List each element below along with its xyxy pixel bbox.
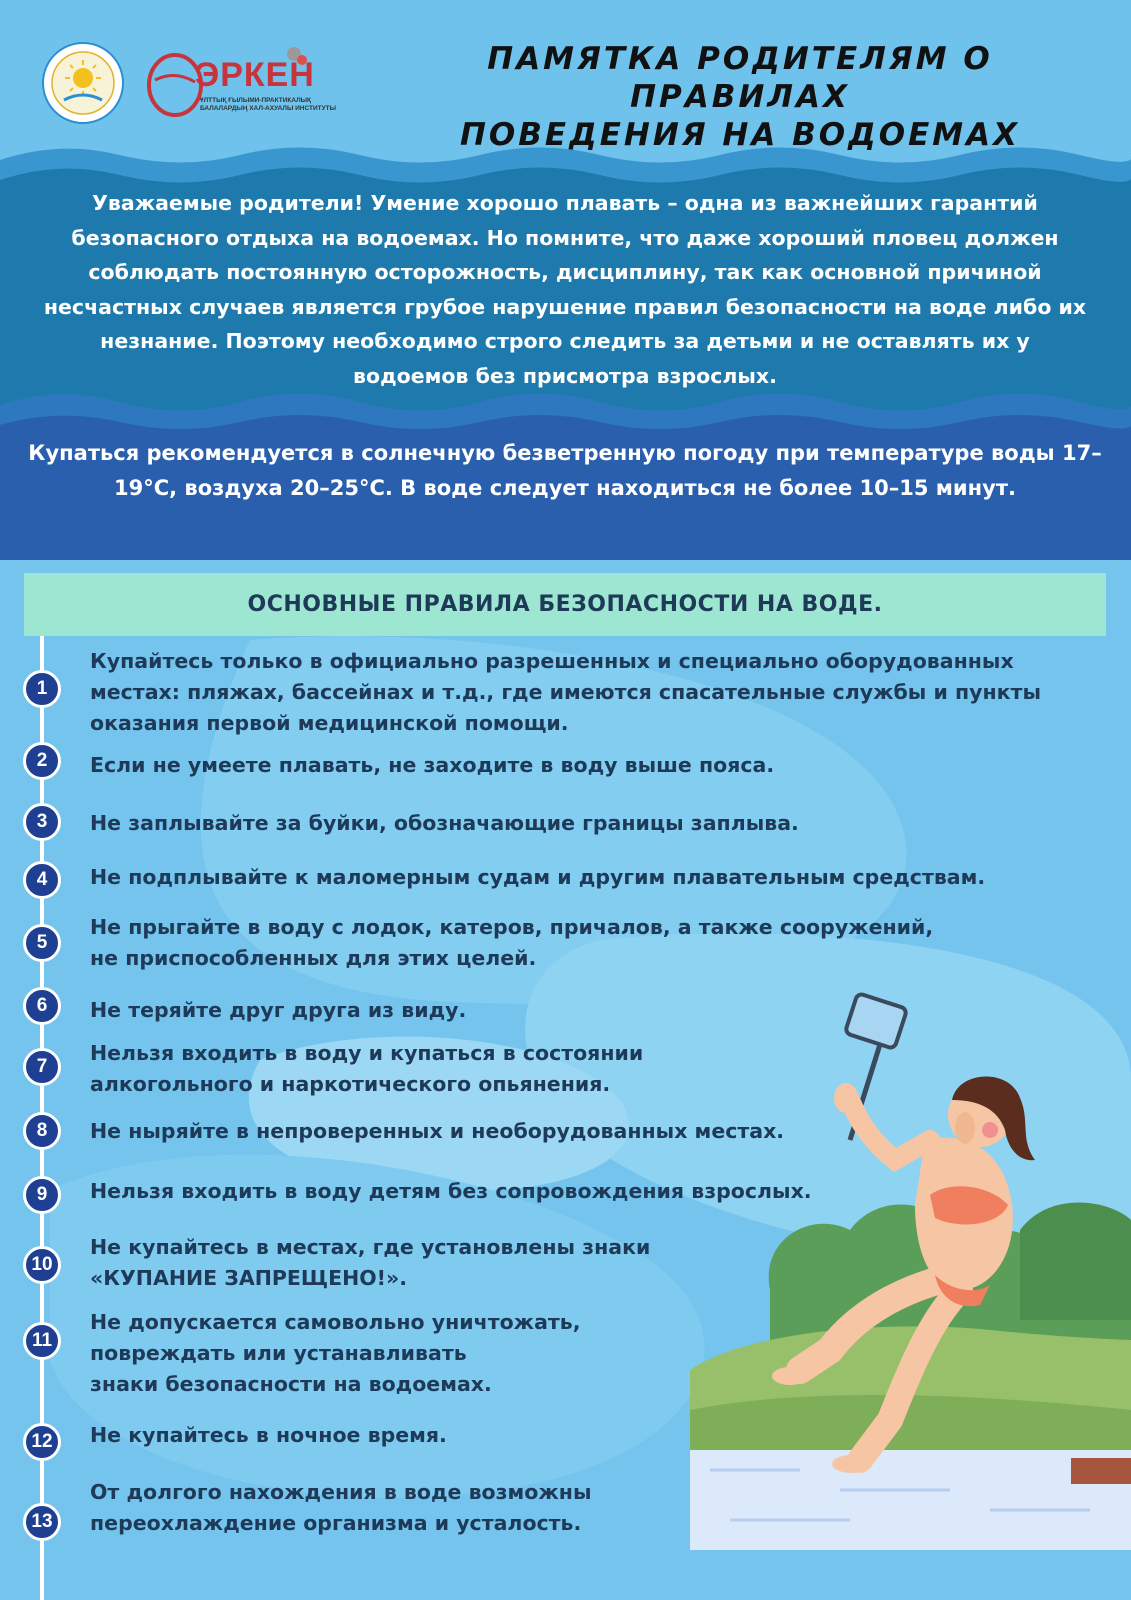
selfie-girl-illustration (690, 990, 1131, 1550)
rule-number-9: 9 (23, 1176, 61, 1214)
rule-number-4: 4 (23, 861, 61, 899)
rule-text-2: Если не умеете плавать, не заходите в воду выше пояса. (90, 753, 775, 777)
rule-number-10: 10 (23, 1246, 61, 1284)
rule-number-11: 11 (23, 1322, 61, 1360)
erken-logo-name: ЭРКЕН (195, 56, 315, 94)
rule-number-8: 8 (23, 1112, 61, 1150)
rule-text-8: Не ныряйте в непроверенных и необорудованных местах. (90, 1119, 785, 1143)
rules-heading: ОСНОВНЫЕ ПРАВИЛА БЕЗОПАСНОСТИ НА ВОДЕ. (24, 573, 1106, 636)
rule-text-3: Не заплывайте за буйки, обозначающие границы заплыва. (90, 811, 799, 835)
rule-text-5: Не прыгайте в воду с лодок, катеров, причалов, а также сооружений, не приспособленных для этих целей. (90, 915, 934, 970)
rule-text-6: Не теряйте друг друга из виду. (90, 998, 467, 1022)
rule-number-5: 5 (23, 924, 61, 962)
rule-number-3: 3 (23, 803, 61, 841)
rule-number-7: 7 (23, 1048, 61, 1086)
intro-paragraph: Уважаемые родители! Умение хорошо плавать – одна из важнейших гарантий безопасного отдыха на водоемах. Но помните, что даже хороший пловец должен соблюдать постоянную осторожность, дисциплину, так как основной причиной несчастных случаев является грубое нарушение правил безопасности на воде либо их незнание. Поэтому необходимо строго следить за детьми и не оставлять их у водоемов без присмотра взрослых. (43, 191, 1087, 388)
erken-logo-subtitle: ҰЛТТЫҚ ҒЫЛЫМИ-ПРАКТИКАЛЫҚ БАЛАЛАРДЫҢ ХАЛ-АХУАЛЫ ИНСТИТУТЫ (200, 97, 337, 112)
title-line-1: ПАМЯТКА РОДИТЕЛЯМ О ПРАВИЛАХ (487, 41, 993, 115)
rule-text-1: Купайтесь только в официально разрешенных и специально оборудованных местах: пляжах, бассейнах и т.д., где имеются спасательные службы и пункты оказания первой медицинской помощи. (90, 649, 1041, 735)
rule-number-12: 12 (23, 1423, 61, 1461)
rule-number-13: 13 (23, 1503, 61, 1541)
rule-text-11: Не допускается самовольно уничтожать, повреждать или устанавливать знаки безопасности на водоемах. (90, 1310, 581, 1396)
rule-text-10: Не купайтесь в местах, где установлены знаки «КУПАНИЕ ЗАПРЕЩЕНО!». (90, 1235, 651, 1290)
rule-text-9: Нельзя входить в воду детям без сопровождения взрослых. (90, 1179, 812, 1203)
rule-number-1: 1 (23, 670, 61, 708)
rule-number-6: 6 (23, 987, 61, 1025)
temperature-note: Купаться рекомендуется в солнечную безветренную погоду при температуре воды 17–19°С, воздуха 20–25°С. В воде следует находиться не более 10–15 минут. (28, 441, 1102, 500)
rule-text-4: Не подплывайте к маломерным судам и другим плавательным средствам. (90, 865, 986, 889)
rule-number-2: 2 (23, 742, 61, 780)
rule-text-12: Не купайтесь в ночное время. (90, 1423, 447, 1447)
page-title (380, 40, 1100, 154)
emblem-logo (42, 42, 124, 124)
rule-text-7: Нельзя входить в воду и купаться в состоянии алкогольного и наркотического опьянения. (90, 1041, 644, 1096)
rule-text-13: От долгого нахождения в воде возможны переохлаждение организма и усталость. (90, 1480, 592, 1535)
title-line-2: ПОВЕДЕНИЯ НА ВОДОЕМАХ (459, 117, 1021, 153)
